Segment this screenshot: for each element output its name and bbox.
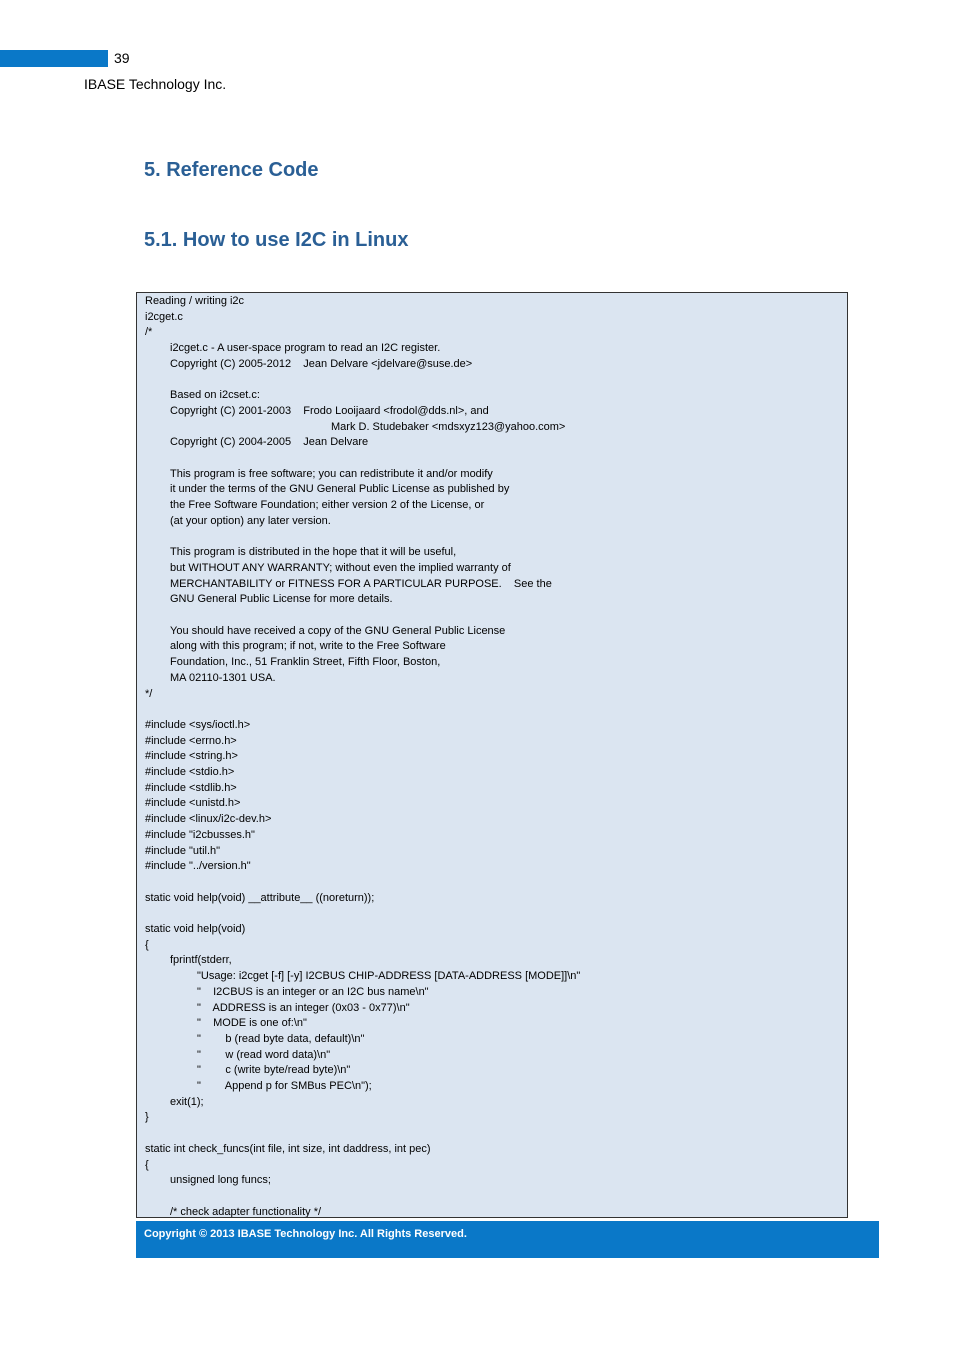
code-line: Based on i2cset.c: <box>170 389 260 402</box>
code-line: " c (write byte/read byte)\n" <box>197 1064 351 1077</box>
code-line: (at your option) any later version. <box>170 514 331 527</box>
code-line: "Usage: i2cget [-f] [-y] I2CBUS CHIP-ADDRESS [DATA-ADDRESS [MODE]]\n" <box>197 970 581 983</box>
code-line: #include <errno.h> <box>145 734 237 747</box>
code-line: You should have received a copy of the GNU General Public License <box>170 624 506 637</box>
code-line: fprintf(stderr, <box>170 954 232 967</box>
code-line: i2cget.c <box>145 310 183 323</box>
code-line: Copyright (C) 2001-2003 Frodo Looijaard <frodol@dds.nl>, and <box>170 404 489 417</box>
company-name: IBASE Technology Inc. <box>84 76 227 92</box>
code-line: static void help(void) __attribute__ ((noreturn)); <box>145 891 375 904</box>
code-line: Copyright (C) 2005-2012 Jean Delvare <jdelvare@suse.de> <box>170 357 473 370</box>
code-line: i2cget.c - A user-space program to read an I2C register. <box>170 342 441 355</box>
code-line: #include <stdio.h> <box>145 766 235 778</box>
code-line: /* <box>145 326 153 339</box>
code-listing <box>136 292 848 1218</box>
code-line: static void help(void) <box>145 923 246 935</box>
code-line: #include "util.h" <box>145 844 221 857</box>
page-number: 39 <box>108 49 144 67</box>
code-line: MA 02110-1301 USA. <box>170 671 276 684</box>
code-line: " Append p for SMBus PEC\n"); <box>197 1080 372 1092</box>
code-line: " ADDRESS is an integer (0x03 - 0x77)\n" <box>197 1001 410 1014</box>
code-line: Foundation, Inc., 51 Franklin Street, Fifth Floor, Boston, <box>170 656 441 669</box>
code-line: the Free Software Foundation; either version 2 of the License, or <box>170 499 485 512</box>
section-heading: 5. Reference Code <box>144 159 319 181</box>
code-line: but WITHOUT ANY WARRANTY; without even the implied warranty of <box>170 561 511 574</box>
copyright-notice: Copyright © 2013 IBASE Technology Inc. All Rights Reserved. <box>144 1228 467 1240</box>
code-line: it under the terms of the GNU General Public License as published by <box>170 483 510 496</box>
code-line: " I2CBUS is an integer or an I2C bus name\n" <box>197 985 429 998</box>
code-line: #include "i2cbusses.h" <box>145 828 255 841</box>
code-line: This program is free software; you can redistribute it and/or modify <box>170 467 493 480</box>
code-line: " MODE is one of:\n" <box>197 1017 307 1030</box>
code-line: along with this program; if not, write to the Free Software <box>170 640 446 653</box>
subsection-heading: 5.1. How to use I2C in Linux <box>144 229 409 251</box>
code-line: #include <sys/ioctl.h> <box>145 718 251 731</box>
code-line: static int check_funcs(int file, int size, int daddress, int pec) <box>145 1142 431 1155</box>
code-line: GNU General Public License for more details. <box>170 593 393 606</box>
code-line: " w (read word data)\n" <box>197 1048 331 1061</box>
code-line: Mark D. Studebaker <mdsxyz123@yahoo.com> <box>331 420 566 433</box>
code-line: } <box>145 1111 149 1124</box>
code-line: #include "../version.h" <box>145 860 251 873</box>
code-line: Reading / writing i2c <box>145 295 245 307</box>
code-line: */ <box>145 687 153 700</box>
code-line: MERCHANTABILITY or FITNESS FOR A PARTICULAR PURPOSE. See the <box>170 577 552 590</box>
code-line: This program is distributed in the hope that it will be useful, <box>170 546 457 559</box>
code-line: Copyright (C) 2004-2005 Jean Delvare <box>170 436 369 449</box>
code-line: #include <unistd.h> <box>145 797 241 810</box>
code-line: #include <linux/i2c-dev.h> <box>145 813 272 826</box>
code-line: #include <stdlib.h> <box>145 781 237 794</box>
code-line: { <box>145 938 149 951</box>
footer-bar <box>136 1221 879 1258</box>
code-line: #include <string.h> <box>145 750 238 763</box>
code-line: " b (read byte data, default)\n" <box>197 1032 365 1045</box>
code-line: exit(1); <box>170 1095 204 1108</box>
code-line: unsigned long funcs; <box>170 1174 271 1187</box>
code-line: /* check adapter functionality */ <box>170 1205 322 1218</box>
code-line: { <box>145 1158 149 1171</box>
